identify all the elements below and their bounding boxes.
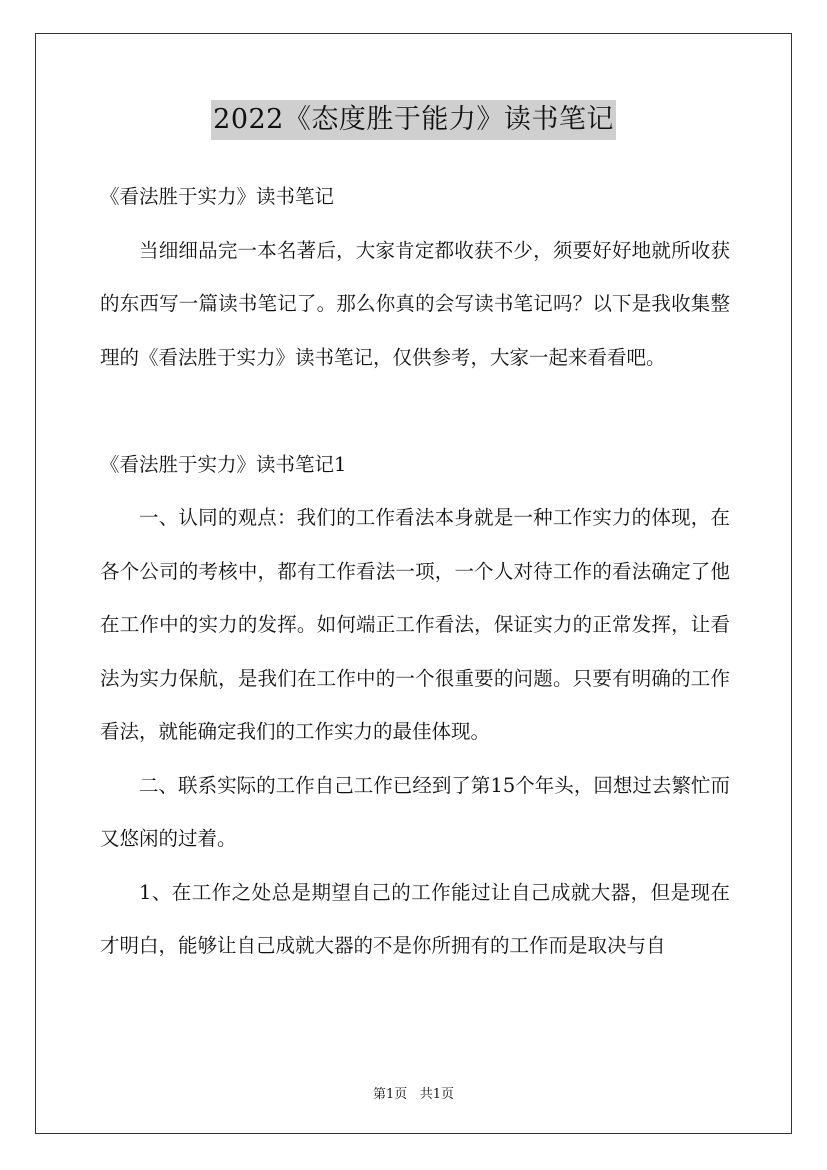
page-number: 第1页: [373, 1087, 408, 1102]
page-total: 共1页: [419, 1087, 454, 1102]
document-body: [100, 170, 730, 973]
body-paragraph: 一、认同的观点：我们的工作看法本身就是一种工作实力的体现，在各个公司的考核中，都有工作看法一项，一个人对待工作的看法确定了他在工作中的实力的发挥。如何端正工作看法，保证实力的正常发挥，让看法为实力保航，是我们在工作中的一个很重要的问题。只要有明确的工作看法，就能确定我们的工作实力的最佳体现。: [100, 506, 730, 743]
page-footer: [0, 1083, 827, 1102]
intro-paragraph: 当细细品完一本名著后，大家肯定都收获不少，须要好好地就所收获的东西写一篇读书笔记了。那么你真的会写读书笔记吗？以下是我收集整理的《看法胜于实力》读书笔记，仅供参考，大家一起来看看吧。: [100, 238, 730, 369]
section-heading: 《看法胜于实力》读书笔记1: [100, 452, 347, 476]
document-title: 2022《态度胜于能力》读书笔记: [211, 100, 616, 140]
footer-separator: [407, 1087, 419, 1102]
title-container: [0, 100, 827, 140]
subtitle: 《看法胜于实力》读书笔记: [100, 185, 335, 208]
body-paragraph: 二、联系实际的工作自己工作已经到了第15个年头，回想过去繁忙而又悠闲的过着。: [100, 773, 730, 850]
body-paragraph: 1、在工作之处总是期望自己的工作能过让自己成就大器，但是现在才明白，能够让自己成就大器的不是你所拥有的工作而是取决与自: [100, 880, 730, 957]
spacer: [100, 384, 730, 438]
